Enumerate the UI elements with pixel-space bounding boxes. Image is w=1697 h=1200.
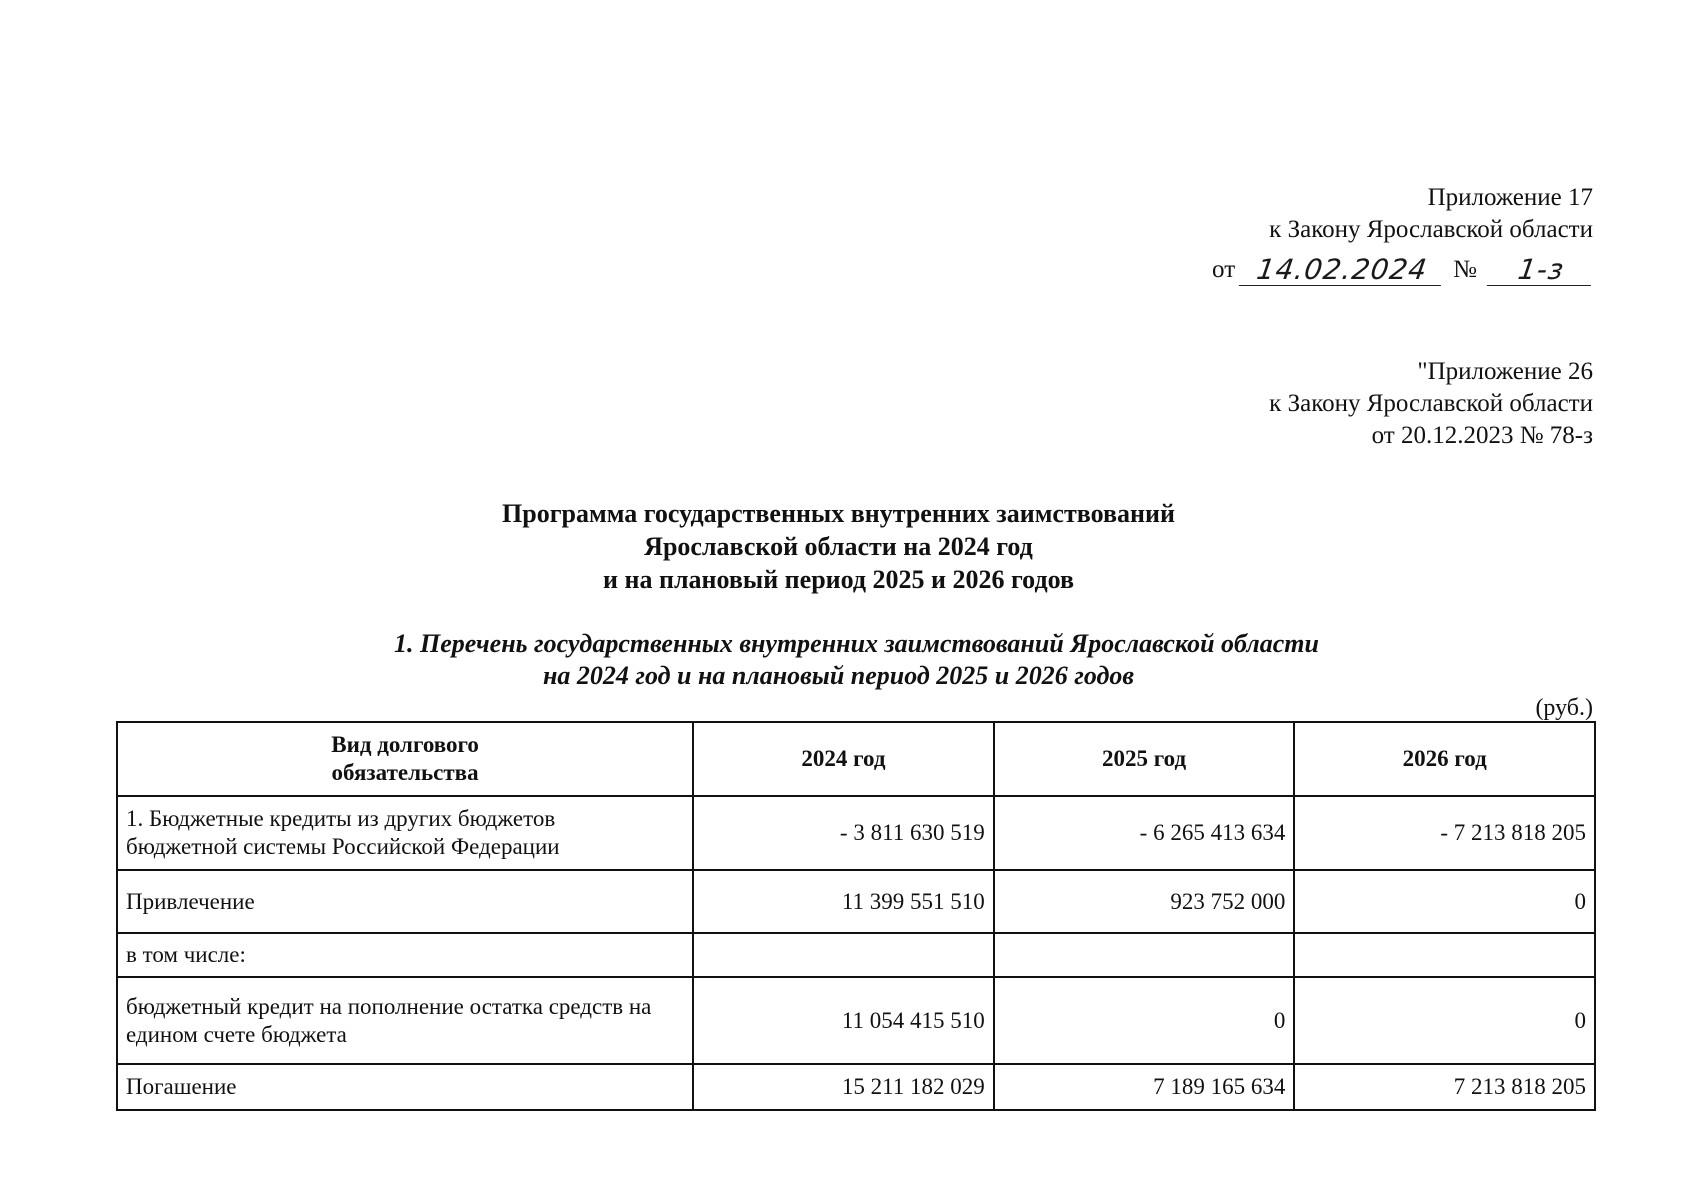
- cell-2025: 0: [994, 977, 1295, 1064]
- section-heading: [0, 628, 1697, 692]
- cell-2024: 11 054 415 510: [693, 977, 994, 1064]
- cell-2025: 923 752 000: [994, 870, 1295, 933]
- table-row: [117, 870, 1595, 933]
- section-heading-line-1: 1. Перечень государственных внутренних заимствований Ярославской области: [394, 629, 1319, 658]
- header-debt-type-line-2: обязательства: [331, 760, 479, 785]
- cell-2026: - 7 213 818 205: [1294, 796, 1595, 870]
- document-title: [0, 497, 1697, 596]
- row-name-line-2: едином счете бюджета: [126, 1021, 347, 1047]
- row-name: Погашение: [117, 1064, 693, 1110]
- table-header-row: [117, 722, 1595, 796]
- title-line-3: и на плановый период 2025 и 2026 годов: [603, 565, 1074, 594]
- number-prefix: №: [1453, 256, 1477, 283]
- cell-2025: - 6 265 413 634: [994, 796, 1295, 870]
- appendix-number: Приложение 17: [1427, 184, 1593, 211]
- previous-appendix-law-reference: к Закону Ярославской области: [1269, 390, 1593, 417]
- cell-2024: - 3 811 630 519: [693, 796, 994, 870]
- row-name: [117, 796, 693, 870]
- row-name: Привлечение: [117, 870, 693, 933]
- header-2026: 2026 год: [1294, 722, 1595, 796]
- section-heading-line-2: на 2024 год и на плановый период 2025 и 2026 годов: [542, 661, 1135, 690]
- handwritten-number: 1-з: [1487, 255, 1595, 286]
- table-row: [117, 933, 1595, 977]
- cell-2026: 7 213 818 205: [1294, 1064, 1595, 1110]
- cell-2026: 0: [1294, 977, 1595, 1064]
- row-name-line-1: 1. Бюджетные кредиты из других бюджетов: [126, 806, 556, 831]
- appendix-date-number-line: [1212, 246, 1593, 286]
- title-line-2: Ярославской области на 2024 год: [644, 532, 1033, 561]
- row-name: в том числе:: [117, 933, 693, 977]
- cell-2024: 11 399 551 510: [693, 870, 994, 933]
- handwritten-date: 14.02.2024: [1239, 255, 1445, 286]
- previous-appendix-number: "Приложение 26: [1417, 358, 1593, 385]
- previous-appendix-header: [1269, 356, 1593, 452]
- appendix-law-reference: к Закону Ярославской области: [1269, 216, 1593, 243]
- cell-2025: 7 189 165 634: [994, 1064, 1295, 1110]
- row-name-line-2: бюджетной системы Российской Федерации: [126, 834, 560, 859]
- table-row: [117, 796, 1595, 870]
- header-2024: 2024 год: [693, 722, 994, 796]
- previous-appendix-date: от 20.12.2023 № 78-з: [1371, 422, 1593, 449]
- cell-2026: [1294, 933, 1595, 977]
- cell-2025: [994, 933, 1295, 977]
- table-row: [117, 1064, 1595, 1110]
- cell-2026: 0: [1294, 870, 1595, 933]
- header-debt-type-line-1: Вид долгового: [331, 732, 479, 757]
- appendix-header: [1212, 182, 1593, 286]
- cell-2024: [693, 933, 994, 977]
- date-prefix: от: [1212, 256, 1236, 283]
- borrowings-table: [116, 721, 1596, 1111]
- title-line-1: Программа государственных внутренних заимствований: [502, 499, 1175, 528]
- currency-unit-note: (руб.): [1535, 695, 1593, 721]
- header-debt-type: [117, 722, 693, 796]
- header-2025: 2025 год: [994, 722, 1295, 796]
- table-row: [117, 977, 1595, 1064]
- row-name-line-1: бюджетный кредит на пополнение остатка средств на: [126, 993, 652, 1019]
- cell-2024: 15 211 182 029: [693, 1064, 994, 1110]
- row-name: [117, 977, 693, 1064]
